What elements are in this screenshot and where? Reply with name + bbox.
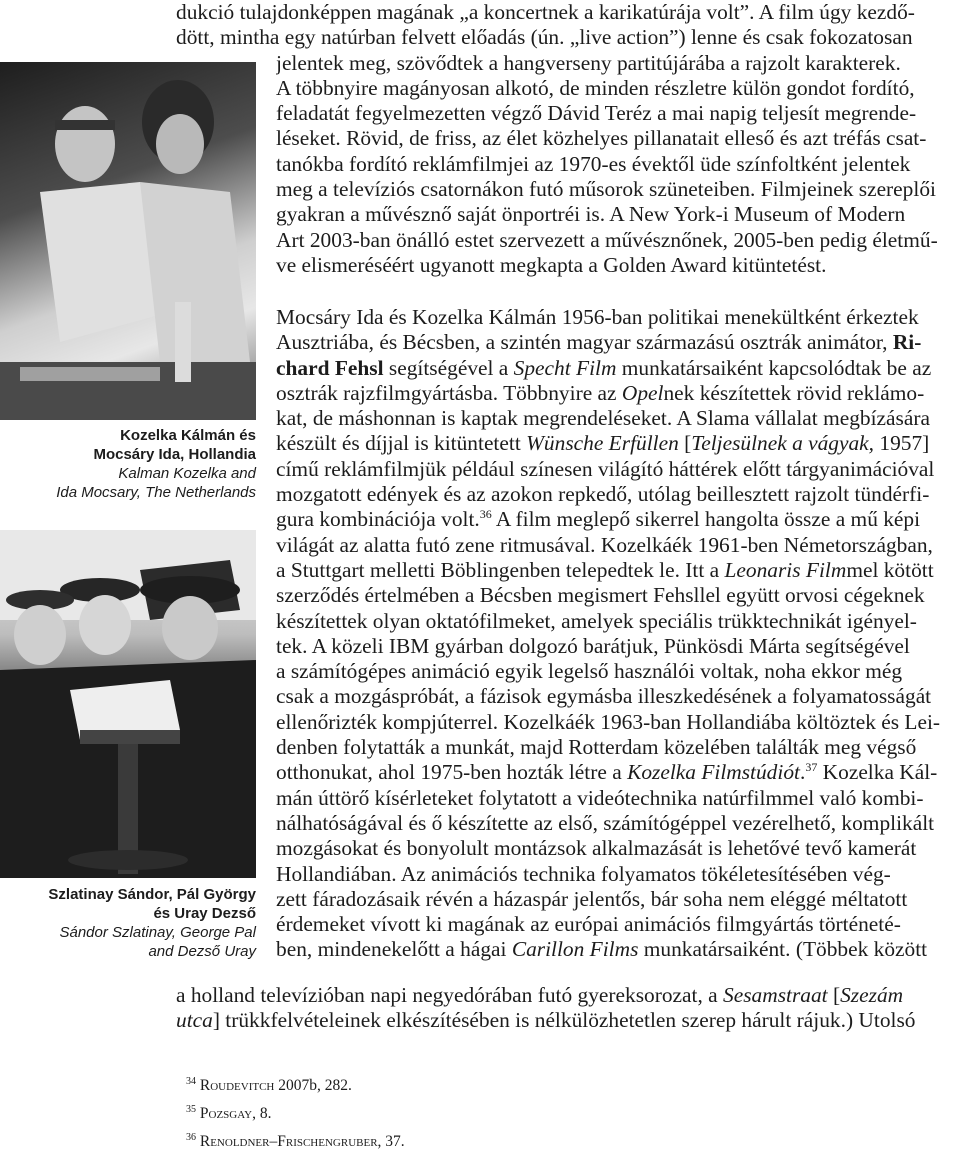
text-line: léseket. Rövid, de friss, az élet közhelyes pillanatait elleső és azt tréfás csat- [276, 126, 927, 151]
text-line: Art 2003-ban önálló estet szervezett a művésznőnek, 2005-ben pedig életmű- [276, 227, 938, 252]
text-line: érdemeket vívott ki magának az európai animációs filmgyártás történeté- [276, 912, 901, 937]
text-line: kat, de máshonnan is kaptak megrendeléseket. A Slama vállalat megbízására [276, 406, 930, 431]
text-line: ben, mindenekelőtt a hágai Carillon Films munkatársaiként. (Többek között [276, 937, 928, 962]
text-line: mán úttörő kísérleteket folytatott a videótechnika natúrfilmmel való kombi- [276, 785, 924, 810]
text-line: Mocsáry Ida és Kozelka Kálmán 1956-ban politikai menekültként érkeztek [276, 305, 919, 329]
text-line: meg a televíziós csatornákon futó műsorok szüneteiben. Filmjeinek szereplői [276, 177, 936, 202]
caption-english: Sándor Szlatinay, George Pal [59, 924, 256, 941]
footnote-ref[interactable]: 36 [479, 507, 492, 522]
footnote: $^{34}$ Roudevitch 2007b, 282. [186, 1076, 352, 1095]
text-tail [176, 983, 956, 1034]
photo-kozelka-mocsary [0, 62, 256, 420]
text-line: szerződés értelmében a Bécsben megismert Fehsllel együtt orvosi cégeknek [276, 583, 925, 608]
text-line: jelentek meg, szövődtek a hangverseny partitújárába a rajzolt karakterek. [276, 50, 901, 75]
text-line: denben folytatták a munkát, majd Rotterdam közelében találták meg végső [276, 735, 917, 760]
text-top-wide [176, 0, 956, 51]
caption-hungarian: Mocsáry Ida, Hollandia [93, 446, 256, 463]
photo-caption-2 [0, 885, 256, 961]
text-line: otthonukat, ahol 1975-ben hozták létre a Kozelka Filmstúdiót.$^{37}$ Kozelka Kál- [276, 760, 938, 785]
text-line: ellenőrizték kompjúterrel. Kozelkáék 1963-ban Hollandiába költöztek és Lei- [276, 709, 941, 734]
text-line: ve elismeréséért ugyanott megkapta a Golden Award kitüntetést. [276, 252, 827, 277]
text-line: gura kombinációja volt.$^{36}$ A film meglepő sikerrel hangolta össze a mű képi [276, 507, 921, 532]
text-line: mozgatott edények és az azokon repkedő, utólag beillesztett rajzolt tündérfi- [276, 482, 930, 507]
text-line: készítettek olyan oktatófilmeket, amelyek speciális trükktechnikát igényel- [276, 608, 917, 633]
text-line: világát az alatta futó zene ritmusával. Kozelkáék 1961-ben Németországban, [276, 532, 933, 557]
text-line: zett fáradozásaik révén a házaspár jelentős, bár soha nem eléggé méltatott [276, 886, 908, 911]
text-line: Hollandiában. Az animációs technika folyamatos tökéletesítésében vég- [276, 861, 891, 886]
text-line: mozgásokat és bonyolult montázsok alkalmazását is lehetővé tevő kamerát [276, 836, 917, 861]
text-line: utca] trükkfelvételeinek elkészítésében is nélkülözhetetlen szerep hárult rájuk.) Utolsó [176, 1008, 916, 1033]
footnote: $^{35}$ Pozsgay, 8. [186, 1104, 272, 1123]
main-paragraph [276, 305, 956, 963]
caption-hungarian: Szlatinay Sándor, Pál György [48, 886, 256, 903]
text-line: gyakran a művésznő saját önportréi is. A New York-i Museum of Modern [276, 202, 906, 227]
text-line: készült és díjjal is kitüntetett Wünsche Erfüllen [Teljesülnek a vágyak, 1957] [276, 431, 930, 456]
text-line: a Stuttgart melletti Böblingenben telepedtek le. Itt a Leonaris Filmmel kötött [276, 557, 934, 582]
text-line: dött, mintha egy natúrban felvett előadás (ún. „live action”) lenne és csak fokozatosan [176, 25, 913, 50]
text-line: a számítógépes animáció egyik legelső használói voltak, noha ekkor még [276, 659, 903, 684]
text-line: osztrák rajzfilmgyártásba. Többnyire az Opelnek készítettek rövid reklámo- [276, 380, 925, 405]
photo-szlatinay-pal-uray [0, 530, 256, 878]
text-line: című reklámfilmjük például színesen világító háttérek előtt tárgyanimációval [276, 456, 935, 481]
caption-english: Kalman Kozelka and [118, 465, 256, 482]
caption-english: Ida Mocsary, The Netherlands [56, 484, 256, 501]
text-line: A többnyire magányosan alkotó, de minden részletre külön gondot fordító, [276, 75, 915, 100]
caption-english: and Dezső Uray [148, 943, 256, 960]
footnote-ref[interactable]: 37 [805, 760, 818, 775]
text-line: a holland televízióban napi negyedórában futó gyereksorozat, a Sesamstraat [Szezám [176, 983, 904, 1007]
text-line: csak a mozgáspróbát, a fázisok egymásba illeszkedésének a folyamatosságát [276, 684, 932, 709]
text-line: chard Fehsl segítségével a Specht Film munkatársaiként kapcsolódtak be az [276, 355, 932, 380]
text-top-narrow [276, 51, 956, 279]
text-line: tek. A közeli IBM gyárban dolgozó barátjuk, Pünkösdi Márta segítségével [276, 633, 910, 658]
caption-hungarian: Kozelka Kálmán és [120, 427, 256, 444]
footnote: $^{36}$ Renoldner–Frischengruber, 37. [186, 1132, 405, 1151]
text-line: nálhatóságával és ő készítette az első, számítógéppel vezérelhető, komplikált [276, 810, 935, 835]
text-line: tanókba fordító reklámfilmjei az 1970-es évektől üde színfoltként jelentek [276, 151, 911, 176]
text-line: dukció tulajdonképpen magának „a koncertnek a karikatúrája volt”. A film úgy kezdő- [176, 0, 915, 24]
caption-hungarian: és Uray Dezső [153, 905, 256, 922]
photo-caption-1 [0, 426, 256, 502]
text-line: feladatát fegyelmezetten végző Dávid Teréz a mai napig teljesít megrende- [276, 101, 917, 126]
text-line: Ausztriába, és Bécsben, a szintén magyar származású osztrák animátor, Ri- [276, 330, 922, 355]
footnotes [186, 1070, 405, 1154]
